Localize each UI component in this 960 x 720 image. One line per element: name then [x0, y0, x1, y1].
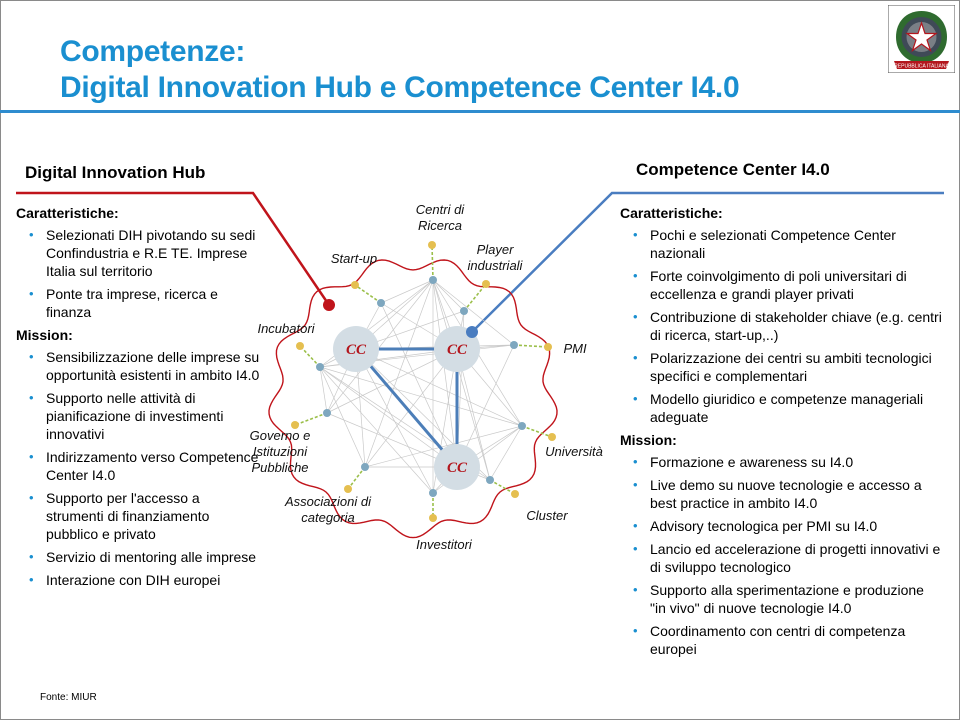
stakeholder-label: [526, 508, 568, 523]
stakeholder-inner-dot: [518, 422, 526, 430]
stakeholder-label-line: Incubatori: [257, 321, 315, 336]
stakeholder-centri-ricerca: [416, 202, 466, 284]
dih-connector-dot: [323, 299, 335, 311]
stakeholder-label: [563, 341, 587, 356]
stakeholder-outer-dot: [429, 514, 437, 522]
stakeholder-outer-dot: [548, 433, 556, 441]
bullet-item: • Indirizzamento verso Competence Center I4.0: [16, 448, 260, 484]
stakeholder-label: [416, 202, 466, 233]
stakeholder-label-line: Università: [545, 444, 603, 459]
stakeholder-label-line: Centri di: [415, 202, 465, 217]
stakeholder-connector: [514, 345, 548, 347]
title-line-2: Digital Innovation Hub e Competence Center I4.0: [60, 71, 740, 104]
bullet-list: [16, 226, 260, 321]
stakeholder-label-line: categoria: [301, 510, 355, 525]
stakeholder-connector: [348, 467, 365, 489]
stakeholder-label: [468, 242, 524, 273]
stakeholder-outer-dot: [511, 490, 519, 498]
bullet-item: • Sensibilizzazione delle imprese su opportunità esistenti in ambito I4.0: [16, 348, 260, 384]
stakeholder-outer-dot: [428, 241, 436, 249]
stakeholder-label: [284, 494, 372, 525]
stakeholder-label: [257, 321, 315, 336]
stakeholder-label-line: Associazioni di: [285, 494, 371, 509]
stakeholder-outer-dot: [351, 281, 359, 289]
section-heading: Mission:: [620, 432, 677, 448]
bullet-item: • Supporto per l'accesso a strumenti di finanziamento pubblico e privato: [16, 489, 260, 543]
section-heading: Mission:: [16, 327, 73, 343]
bullet-item: • Selezionati DIH pivotando su sedi Confindustria e R.E TE. Imprese Italia sul territorio: [16, 226, 260, 280]
stakeholder-label-line: Pubbliche: [251, 460, 309, 475]
stakeholder-outer-dot: [544, 343, 552, 351]
stakeholder-inner-dot: [361, 463, 369, 471]
stakeholder-connector: [300, 346, 320, 367]
stakeholder-cluster: [486, 476, 568, 523]
stakeholder-inner-dot: [486, 476, 494, 484]
stakeholder-inner-dot: [460, 307, 468, 315]
cc-column: [620, 204, 942, 663]
bullet-item: • Pochi e selezionati Competence Center nazionali: [620, 226, 942, 262]
source-note: Fonte: MIUR: [40, 692, 97, 703]
stakeholder-connector: [295, 413, 327, 425]
stakeholder-governo: [250, 409, 331, 475]
stakeholder-outer-dot: [344, 485, 352, 493]
bullet-list: [620, 453, 942, 658]
stakeholder-outer-dot: [296, 342, 304, 350]
stakeholder-label-line: Player: [476, 242, 514, 257]
cc-node-label: CC: [446, 342, 468, 358]
bullet-item: • Formazione e awareness su I4.0: [620, 453, 942, 471]
bullet-item: • Modello giuridico e competenze manageriali adeguate: [620, 390, 942, 426]
cc-connector-dot: [466, 326, 478, 338]
stakeholder-outer-dot: [482, 280, 490, 288]
stakeholder-inner-dot: [377, 299, 385, 307]
stakeholder-label: [545, 444, 603, 459]
stakeholder-label-line: Investitori: [416, 537, 472, 552]
cc-node-label: CC: [345, 342, 367, 358]
competence-center-node: [434, 444, 480, 490]
bullet-item: • Coordinamento con centri di competenza europei: [620, 622, 942, 658]
bullet-item: • Advisory tecnologica per PMI su I4.0: [620, 517, 942, 535]
mesh-line: [320, 367, 433, 493]
stakeholder-label-line: Istituzioni: [252, 444, 308, 459]
stakeholder-universita: [518, 422, 603, 459]
stakeholder-player-industriali: [460, 242, 524, 315]
bullet-item: • Interazione con DIH europei: [16, 571, 260, 589]
stakeholder-incubatori: [257, 321, 324, 371]
stakeholder-inner-dot: [323, 409, 331, 417]
bullet-item: • Supporto alla sperimentazione e produzione "in vivo" di nuove tecnologie I4.0: [620, 581, 942, 617]
stakeholder-label-line: industriali: [467, 258, 523, 273]
stakeholder-label-line: Cluster: [526, 508, 568, 523]
stakeholder-label: [416, 537, 473, 552]
bullet-item: • Ponte tra imprese, ricerca e finanza: [16, 285, 260, 321]
bullet-item: • Live demo su nuove tecnologie e accesso a best practice in ambito I4.0: [620, 476, 942, 512]
stakeholder-label: [331, 251, 377, 266]
stakeholder-pmi: [510, 341, 587, 356]
dih-column: [16, 204, 260, 594]
stakeholder-inner-dot: [429, 276, 437, 284]
bullet-list: [16, 348, 260, 589]
mesh-line: [320, 367, 457, 467]
section-heading: Caratteristiche:: [620, 205, 723, 221]
dih-title: Digital Innovation Hub: [25, 163, 206, 182]
stakeholder-label-line: Start-up: [330, 251, 378, 266]
bullet-item: • Forte coinvolgimento di poli universitari di eccellenza e grandi player privati: [620, 267, 942, 303]
bullet-item: • Servizio di mentoring alle imprese: [16, 548, 260, 566]
bullet-item: • Supporto nelle attività di pianificazione di investimenti innovativi: [16, 389, 260, 443]
mesh-line: [381, 280, 433, 303]
stakeholder-inner-dot: [429, 489, 437, 497]
cc-title: Competence Center I4.0: [636, 160, 830, 179]
section-heading: Caratteristiche:: [16, 205, 119, 221]
stakeholder-label-line: PMI: [563, 341, 587, 356]
mesh-line: [433, 280, 457, 467]
mesh-line: [490, 426, 522, 480]
stakeholder-connector: [464, 284, 486, 311]
emblem-ribbon-text: REPUBBLICA ITALIANA: [894, 63, 949, 70]
bullet-item: • Contribuzione di stakeholder chiave (e.g. centri di ricerca, start-up,..): [620, 308, 942, 344]
title-line-1: Competenze:: [60, 35, 246, 68]
stakeholder-label-line: Ricerca: [417, 218, 463, 233]
competence-center-node: [333, 326, 379, 372]
stakeholder-inner-dot: [316, 363, 324, 371]
stakeholder-connector: [432, 245, 433, 280]
stakeholder-connector: [355, 285, 381, 303]
bullet-item: • Polarizzazione dei centri su ambiti tecnologici specifici e complementari: [620, 349, 942, 385]
bullet-item: • Lancio ed accelerazione di progetti innovativi e di sviluppo tecnologico: [620, 540, 942, 576]
stakeholder-inner-dot: [510, 341, 518, 349]
cc-node-label: CC: [446, 460, 468, 476]
stakeholder-label-line: Governo e: [249, 428, 311, 443]
bullet-list: [620, 226, 942, 426]
